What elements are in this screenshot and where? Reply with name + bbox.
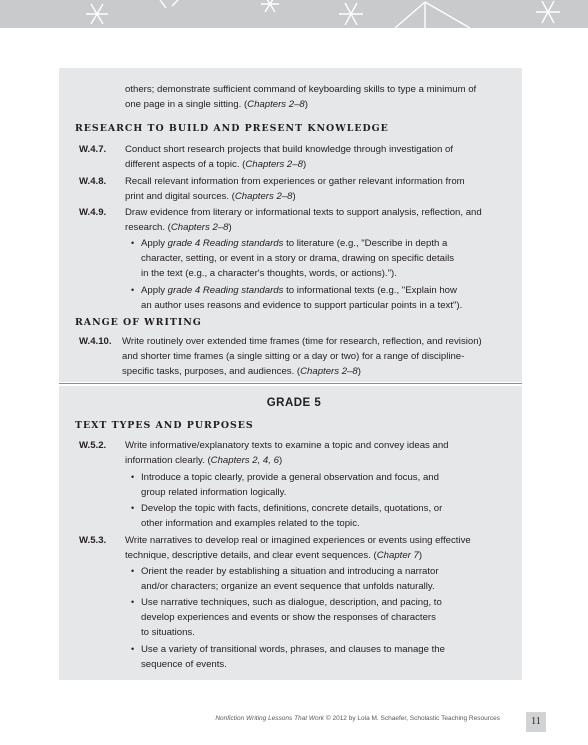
standard-text-w47: Conduct short research projects that build knowledge through investigation of — [125, 144, 453, 155]
section-heading-text-types: TEXT TYPES AND PURPOSES — [75, 420, 254, 431]
snowflake-decoration-icon — [0, 0, 588, 28]
bullet-text-narrative-techniques-line2: develop experiences and events or show the responses of characters — [141, 612, 436, 623]
standard-text-w410-line2: and shorter time frames (a single sitting or a day or two) for a range of discipline- — [122, 351, 465, 362]
decorative-header-band — [0, 0, 588, 28]
section-heading-research: RESEARCH TO BUILD AND PRESENT KNOWLEDGE — [75, 123, 389, 134]
bullet-text-reading-info-line2: an author uses reasons and evidence to support particular points in a text"). — [141, 300, 463, 311]
standard-text-w52: Write informative/explanatory texts to examine a topic and convey ideas and — [125, 440, 449, 451]
bullet-marker: • — [131, 503, 135, 513]
bullet-text-orient-reader: Orient the reader by establishing a situation and introducing a narrator — [141, 566, 439, 577]
bullet-marker: • — [131, 566, 135, 576]
standard-code-w49: W.4.9. — [79, 207, 107, 218]
chapter-reference: Chapters 2–8 — [247, 99, 305, 110]
bullet-marker: • — [131, 285, 135, 295]
standard-code-w47: W.4.7. — [79, 144, 107, 155]
bullet-marker: • — [131, 597, 135, 607]
standard-text-w47-line2: different aspects of a topic. (Chapters 2–8) — [125, 159, 307, 170]
chapter-reference: Chapters 2–8 — [245, 159, 303, 170]
bullet-marker: • — [131, 644, 135, 654]
standard-text-w49: Draw evidence from literary or informational texts to support analysis, reflection, and — [125, 207, 482, 218]
standard-text-w53-line2: technique, descriptive details, and clear event sequences. (Chapter 7) — [125, 550, 423, 561]
standard-text-w52-line2: information clearly. (Chapters 2, 4, 6) — [125, 455, 283, 466]
chapter-reference: Chapters 2–8 — [234, 191, 293, 202]
standard-code-w52: W.5.2. — [79, 440, 107, 451]
standard-code-w410: W.4.10. — [79, 336, 112, 347]
standard-text-w48: Recall relevant information from experiences or gather relevant information from — [125, 176, 465, 187]
intro-line-2: one page in a single sitting. (Chapters 2–8) — [125, 99, 308, 110]
bullet-text-reading-info: Apply grade 4 Reading standards to informational texts (e.g., "Explain how — [141, 285, 457, 296]
bullet-marker: • — [131, 238, 135, 248]
chapter-reference: Chapters 2–8 — [170, 222, 229, 233]
bullet-text-transitions: Use a variety of transitional words, phrases, and clauses to manage the — [141, 644, 445, 655]
footer-credit: Nonfiction Writing Lessons That Work © 2012 by Lola M. Schaefer, Scholastic Teaching Resources — [215, 715, 500, 722]
standard-text-w410: Write routinely over extended time frames (time for research, reflection, and revision) — [122, 336, 482, 347]
page-number: 11 — [531, 716, 541, 727]
section-heading-range: RANGE OF WRITING — [75, 317, 202, 328]
bullet-text-introduce-topic-line2: group related information logically. — [141, 487, 287, 498]
bullet-text-reading-lit: Apply grade 4 Reading standards to literature (e.g., "Describe in depth a — [141, 238, 448, 249]
chapter-reference: Chapters 2, 4, 6 — [210, 455, 279, 466]
bullet-text-develop-topic: Develop the topic with facts, definitions, concrete details, quotations, or — [141, 503, 443, 514]
standard-code-w48: W.4.8. — [79, 176, 107, 187]
standard-text-w48-line2: print and digital sources. (Chapters 2–8) — [125, 191, 296, 202]
bullet-text-develop-topic-line2: other information and examples related to the topic. — [141, 518, 360, 529]
bullet-marker: • — [131, 472, 135, 482]
standard-text-w49-line2: research. (Chapters 2–8) — [125, 222, 232, 233]
bullet-text-transitions-line2: sequence of events. — [141, 659, 227, 670]
bullet-text-narrative-techniques: Use narrative techniques, such as dialogue, description, and pacing, to — [141, 597, 442, 608]
standard-code-w53: W.5.3. — [79, 535, 107, 546]
standard-text-w410-line3: specific tasks, purposes, and audiences. (Chapters 2–8) — [122, 366, 361, 377]
bullet-text-reading-lit-line2: character, setting, or event in a story or drama, drawing on specific details — [141, 253, 455, 264]
grade-heading: GRADE 5 — [266, 397, 322, 409]
section-divider — [59, 383, 522, 384]
standard-text-w53: Write narratives to develop real or imagined experiences or events using effective — [125, 535, 471, 546]
bullet-text-orient-reader-line2: and/or characters; organize an event sequence that unfolds naturally. — [141, 581, 435, 592]
bullet-text-reading-lit-line3: in the text (e.g., a character's thoughts, words, or actions)."). — [141, 268, 397, 279]
bullet-text-narrative-techniques-line3: to situations. — [141, 627, 195, 638]
bullet-text-introduce-topic: Introduce a topic clearly, provide a general observation and focus, and — [141, 472, 439, 483]
chapter-reference: Chapters 2–8 — [300, 366, 358, 377]
intro-line-1: others; demonstrate sufficient command of keyboarding skills to type a minimum of — [125, 84, 477, 95]
chapter-reference: Chapter 7 — [376, 550, 419, 561]
